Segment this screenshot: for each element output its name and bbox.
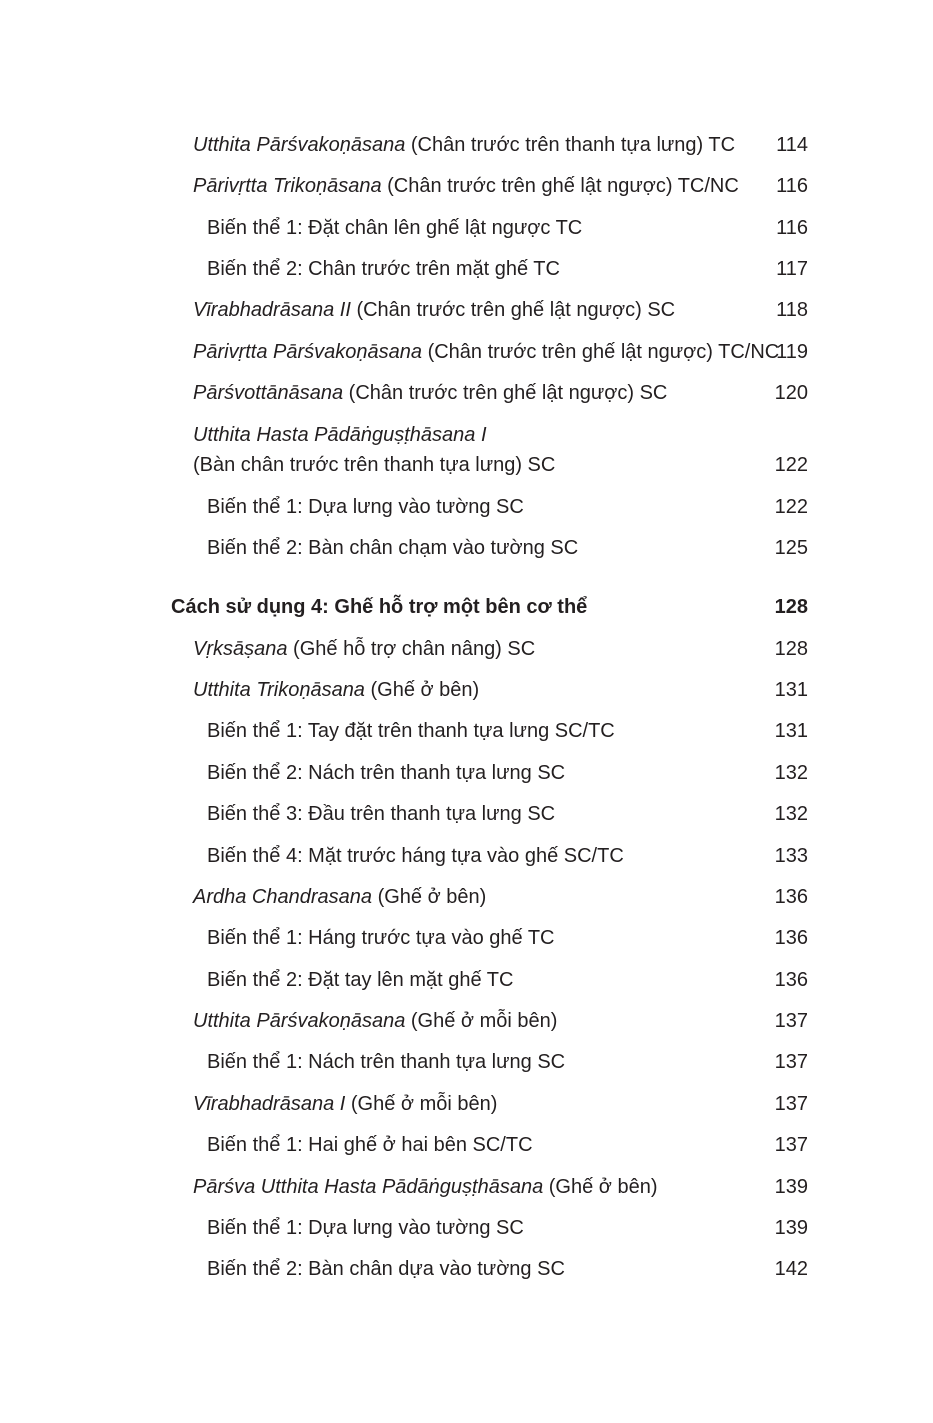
entry-title: [193, 882, 486, 912]
page-number: 136: [774, 969, 808, 991]
pose-name: Pārivṛtta Trikoṇāsana: [193, 175, 382, 197]
pose-name: Utthita Hasta Pādāṅguṣṭhāsana I: [193, 424, 487, 446]
toc-entry-variant: [0, 923, 933, 953]
page-number: 122: [774, 496, 808, 518]
entry-title: Biến thể 3: Đầu trên thanh tựa lưng SC: [207, 803, 556, 825]
toc-entry-pose: [0, 378, 933, 408]
toc-entry-pose: [0, 1006, 933, 1036]
toc-entry-variant: [0, 492, 933, 522]
entry-title: Biến thể 4: Mặt trước háng tựa vào ghế SC/TC: [207, 845, 624, 867]
entry-title: [193, 675, 479, 705]
page-number: 137: [774, 1134, 808, 1156]
pose-name: Pārivṛtta Pārśvakoṇāsana: [193, 341, 423, 363]
pose-desc: (Chân trước trên ghế lật ngược) SC: [350, 299, 676, 321]
pose-name: Utthita Trikoṇāsana: [193, 679, 365, 701]
pose-desc: (Ghế ở bên): [543, 1176, 658, 1198]
toc-entry-variant: [0, 213, 933, 243]
page-number: 137: [774, 1051, 808, 1073]
toc-entry-pose: [0, 337, 933, 367]
section-title: Cách sử dụng 4: Ghế hỗ trợ một bên cơ thể: [171, 596, 588, 618]
page-number: 131: [774, 679, 808, 701]
entry-title: Biến thể 1: Đặt chân lên ghế lật ngược TC: [207, 217, 583, 239]
pose-name: Pārśva Utthita Hasta Pādāṅguṣṭhāsana: [193, 1176, 544, 1198]
entry-title: Biến thể 1: Dựa lưng vào tường SC: [207, 1217, 524, 1239]
page-number: 142: [774, 1258, 808, 1280]
toc-entry-pose: [0, 1089, 933, 1119]
entry-title: Biến thể 1: Nách trên thanh tựa lưng SC: [207, 1051, 566, 1073]
entry-title: Biến thể 2: Nách trên thanh tựa lưng SC: [207, 762, 566, 784]
page-number: 116: [776, 175, 808, 197]
toc-entry-variant: [0, 716, 933, 746]
page-number: 118: [776, 299, 808, 321]
toc-entry-variant: [0, 1213, 933, 1243]
entry-title: Biến thể 2: Bàn chân dựa vào tường SC: [207, 1258, 565, 1280]
page-number: 119: [776, 341, 808, 363]
entry-title: Biến thể 2: Chân trước trên mặt ghế TC: [207, 258, 560, 280]
pose-desc: (Ghế ở mỗi bên): [405, 1010, 558, 1032]
page-number: 114: [776, 134, 808, 156]
page-number: 133: [774, 845, 808, 867]
entry-title: [193, 378, 667, 408]
toc-entry-variant: [0, 1130, 933, 1160]
pose-desc: (Chân trước trên ghế lật ngược) SC: [343, 382, 668, 404]
toc-entry-variant: [0, 1047, 933, 1077]
pose-name: Utthita Pārśvakoṇāsana: [193, 134, 406, 156]
entry-title: [193, 1006, 557, 1036]
pose-name: Vṛksāṣana: [193, 638, 288, 660]
pose-desc: (Bàn chân trước trên thanh tựa lưng) SC: [193, 454, 556, 476]
entry-title: [193, 1172, 658, 1202]
pose-name: Vīrabhadrāsana II: [193, 299, 351, 321]
pose-name: Pārśvottānāsana: [193, 382, 344, 404]
page-number: 131: [774, 720, 808, 742]
toc-entry-pose: [0, 171, 933, 201]
pose-desc: (Chân trước trên ghế lật ngược) TC/NC: [381, 175, 739, 197]
page-number: 132: [774, 762, 808, 784]
pose-desc: (Ghế ở bên): [364, 679, 480, 701]
toc-entry-variant: [0, 799, 933, 829]
pose-desc: (Ghế ở bên): [372, 886, 487, 908]
page-number: 136: [774, 886, 808, 908]
entry-title: Biến thể 1: Dựa lưng vào tường SC: [207, 496, 524, 518]
toc-section-heading: [0, 592, 933, 622]
toc-entry-pose: [0, 675, 933, 705]
entry-title: Biến thể 1: Háng trước tựa vào ghế TC: [207, 927, 555, 949]
page-number: 120: [774, 382, 808, 404]
page-number: 128: [774, 638, 808, 660]
pose-name: Vīrabhadrāsana I: [193, 1093, 346, 1115]
pose-desc: (Ghế ở mỗi bên): [345, 1093, 498, 1115]
entry-title: Biến thể 2: Đặt tay lên mặt ghế TC: [207, 969, 514, 991]
toc-entry-variant: [0, 758, 933, 788]
entry-title: [193, 634, 535, 664]
entry-title: [193, 295, 675, 325]
page-number: 139: [774, 1217, 808, 1239]
toc-entry-pose: [0, 130, 933, 160]
entry-title: Biến thể 1: Tay đặt trên thanh tựa lưng SC/TC: [207, 720, 615, 742]
pose-name: Ardha Chandrasana: [193, 886, 373, 908]
page-number: 117: [776, 258, 808, 280]
pose-desc: (Chân trước trên thanh tựa lưng) TC: [405, 134, 736, 156]
toc-entry-variant: [0, 254, 933, 284]
entry-title: [193, 337, 779, 367]
entry-title: Biến thể 1: Hai ghế ở hai bên SC/TC: [207, 1134, 533, 1156]
pose-desc: (Chân trước trên ghế lật ngược) TC/NC: [422, 341, 780, 363]
entry-title: Biến thể 2: Bàn chân chạm vào tường SC: [207, 537, 579, 559]
page-number: 116: [776, 217, 808, 239]
page-number: 137: [774, 1093, 808, 1115]
toc-entry-pose: [0, 882, 933, 912]
entry-title: [193, 130, 735, 160]
page-number: 136: [774, 927, 808, 949]
page-number: 122: [774, 454, 808, 476]
toc-entry-variant: [0, 533, 933, 563]
toc-entry-pose: [0, 295, 933, 325]
page-number: 125: [774, 537, 808, 559]
toc-entry-pose: [0, 420, 933, 480]
page-number: 132: [774, 803, 808, 825]
toc-entry-variant: [0, 965, 933, 995]
toc-entry-pose: [0, 1172, 933, 1202]
toc-entry-variant: [0, 841, 933, 871]
page-number: 128: [774, 596, 808, 618]
page-number: 139: [774, 1176, 808, 1198]
toc-entry-variant: [0, 1254, 933, 1284]
entry-title: [193, 1089, 497, 1119]
entry-title: [193, 171, 739, 201]
toc-entry-pose: [0, 634, 933, 664]
page-number: 137: [774, 1010, 808, 1032]
pose-name: Utthita Pārśvakoṇāsana: [193, 1010, 406, 1032]
pose-desc: (Ghế hỗ trợ chân nâng) SC: [287, 638, 536, 660]
